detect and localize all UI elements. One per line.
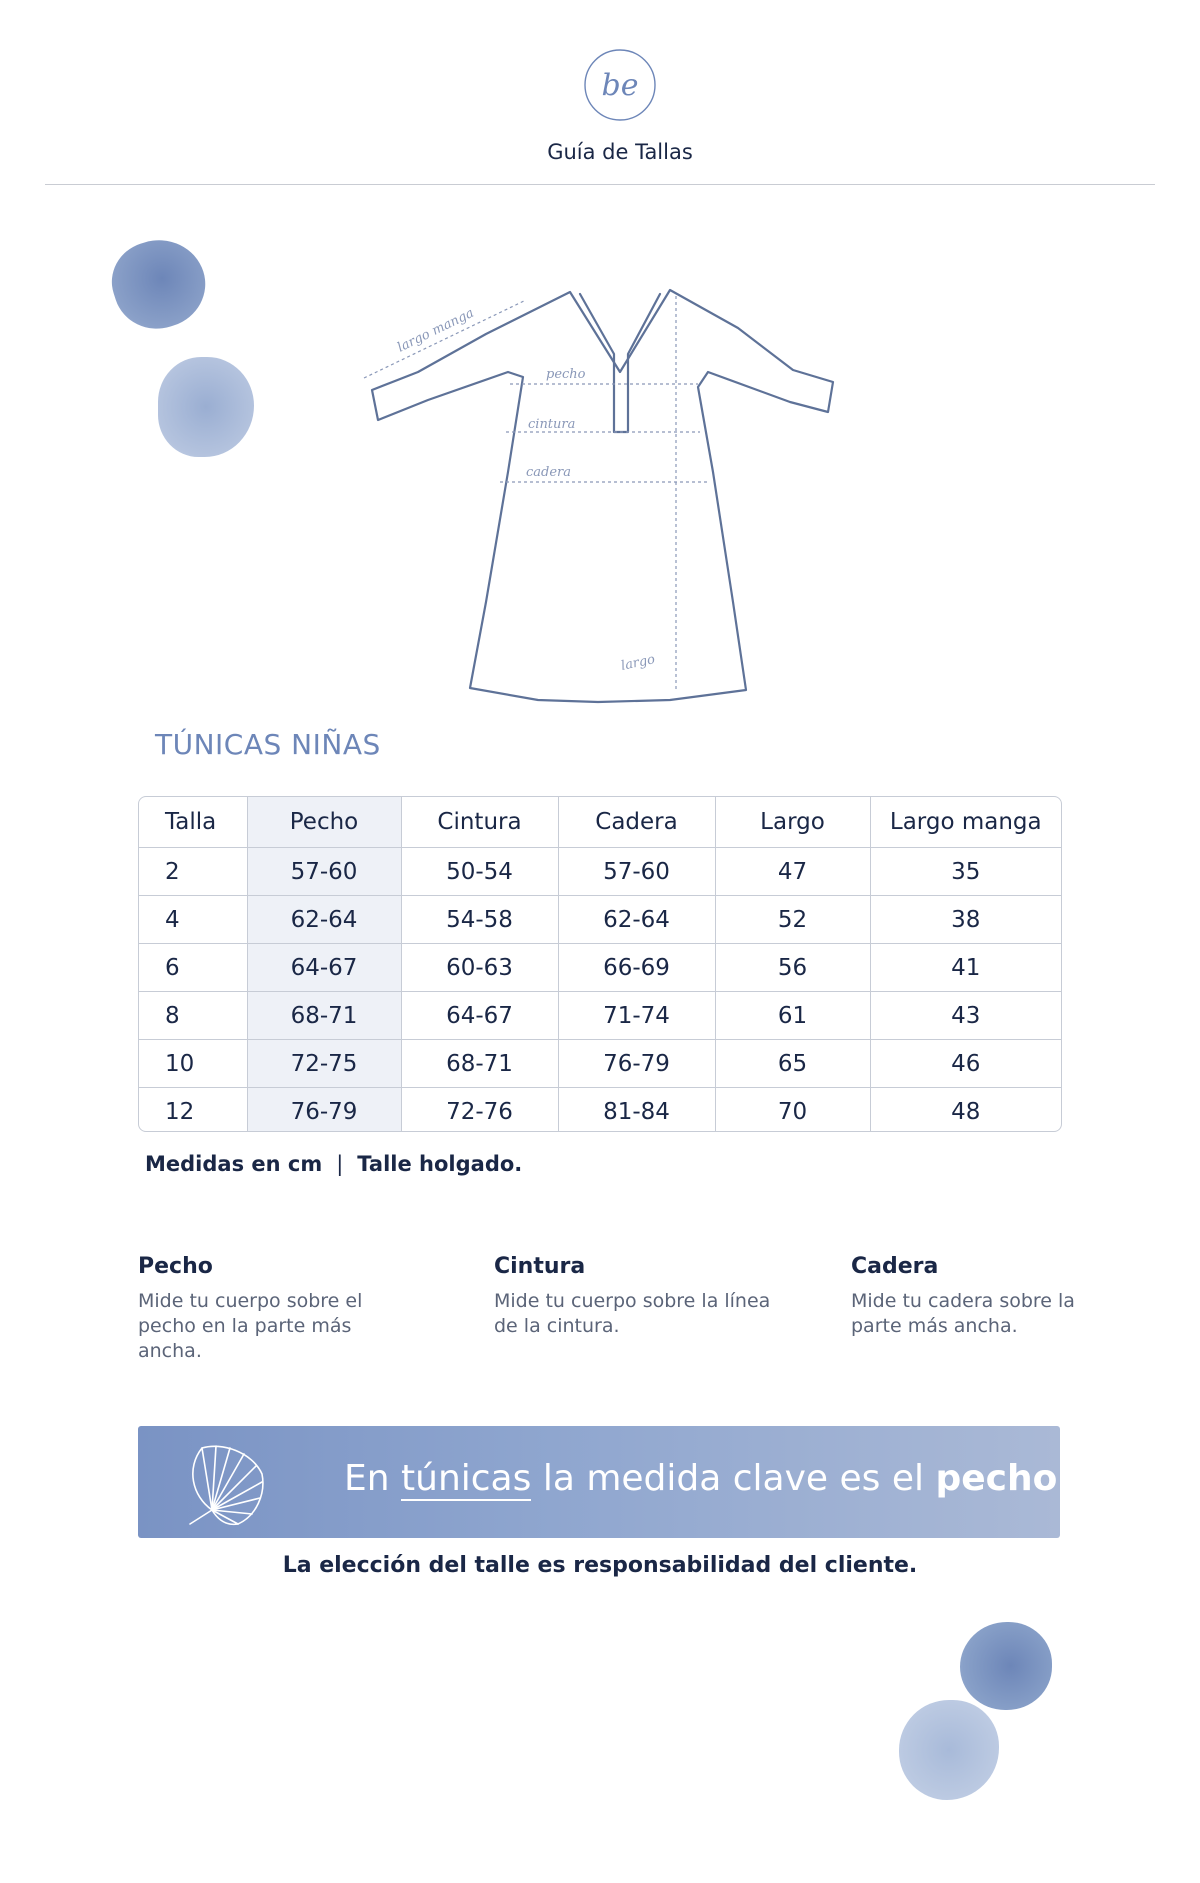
key-measure-banner bbox=[138, 1426, 1069, 1538]
column-header: Pecho bbox=[247, 797, 401, 848]
table-cell: 64-67 bbox=[247, 944, 401, 992]
banner-text-end: . bbox=[1057, 1458, 1069, 1499]
table-row bbox=[139, 848, 1061, 896]
table-cell: 61 bbox=[715, 992, 870, 1040]
column-header: Cadera bbox=[558, 797, 715, 848]
table-cell: 12 bbox=[139, 1088, 247, 1133]
table-row bbox=[139, 1040, 1061, 1088]
tip-text: Mide tu cadera sobre la parte más ancha. bbox=[851, 1290, 1075, 1337]
table-cell: 72-75 bbox=[247, 1040, 401, 1088]
table-header-row bbox=[139, 797, 1061, 848]
column-header: Largo bbox=[715, 797, 870, 848]
banner-message bbox=[344, 1458, 1069, 1499]
watercolor-blob-icon bbox=[158, 357, 254, 457]
tip-cadera bbox=[851, 1254, 1131, 1339]
section-title: TÚNICAS NIÑAS bbox=[155, 728, 381, 761]
table-cell: 10 bbox=[139, 1040, 247, 1088]
table-row bbox=[139, 896, 1061, 944]
column-header: Cintura bbox=[401, 797, 558, 848]
table-cell: 54-58 bbox=[401, 896, 558, 944]
table-cell: 50-54 bbox=[401, 848, 558, 896]
watercolor-blob-icon bbox=[102, 228, 217, 340]
table-cell: 71-74 bbox=[558, 992, 715, 1040]
units-note: Medidas en cm bbox=[145, 1152, 323, 1176]
table-cell: 38 bbox=[870, 896, 1061, 944]
banner-text-underlined: túnicas bbox=[401, 1458, 532, 1499]
table-row bbox=[139, 944, 1061, 992]
note-separator: | bbox=[336, 1152, 344, 1176]
tip-pecho bbox=[138, 1254, 418, 1364]
table-row bbox=[139, 992, 1061, 1040]
banner-text-bold: pecho bbox=[935, 1458, 1058, 1499]
table-cell: 72-76 bbox=[401, 1088, 558, 1133]
table-cell: 57-60 bbox=[558, 848, 715, 896]
table-cell: 60-63 bbox=[401, 944, 558, 992]
table-cell: 46 bbox=[870, 1040, 1061, 1088]
size-table bbox=[138, 796, 1062, 1132]
column-header: Largo manga bbox=[870, 797, 1061, 848]
table-cell: 76-79 bbox=[558, 1040, 715, 1088]
table-cell: 43 bbox=[870, 992, 1061, 1040]
table-cell: 57-60 bbox=[247, 848, 401, 896]
table-cell: 52 bbox=[715, 896, 870, 944]
table-row bbox=[139, 1088, 1061, 1133]
label-cadera: cadera bbox=[526, 465, 572, 480]
table-cell: 66-69 bbox=[558, 944, 715, 992]
table-cell: 8 bbox=[139, 992, 247, 1040]
tip-title: Cintura bbox=[494, 1254, 586, 1279]
svg-text:be: be bbox=[601, 68, 639, 103]
palm-leaf-icon bbox=[182, 1438, 268, 1528]
table-cell: 6 bbox=[139, 944, 247, 992]
table-note bbox=[145, 1152, 522, 1176]
table-cell: 56 bbox=[715, 944, 870, 992]
table-cell: 81-84 bbox=[558, 1088, 715, 1133]
table-cell: 62-64 bbox=[247, 896, 401, 944]
tip-title: Pecho bbox=[138, 1254, 213, 1279]
table-cell: 70 bbox=[715, 1088, 870, 1133]
column-header: Talla bbox=[139, 797, 247, 848]
label-largo: largo bbox=[619, 652, 657, 674]
label-cintura: cintura bbox=[528, 417, 576, 432]
table-cell: 48 bbox=[951, 1098, 981, 1125]
label-largo-manga: largo manga bbox=[395, 305, 477, 356]
tunic-measurement-illustration bbox=[358, 272, 848, 708]
watercolor-blob-icon bbox=[899, 1700, 999, 1800]
table-cell: 4 bbox=[139, 896, 247, 944]
header-divider bbox=[45, 184, 1155, 185]
tip-text: Mide tu cuerpo sobre el pecho en la parte más ancha. bbox=[138, 1290, 363, 1362]
label-pecho: pecho bbox=[546, 367, 586, 382]
tip-title: Cadera bbox=[851, 1254, 939, 1279]
banner-text-prefix: En bbox=[344, 1458, 390, 1499]
watercolor-blob-icon bbox=[960, 1622, 1052, 1710]
table-cell: 64-67 bbox=[401, 992, 558, 1040]
tip-text: Mide tu cuerpo sobre la línea de la cintura. bbox=[494, 1290, 771, 1337]
table-cell: 35 bbox=[870, 848, 1061, 896]
fit-note: Talle holgado. bbox=[357, 1152, 523, 1176]
table-cell: 2 bbox=[139, 848, 247, 896]
table-cell: 68-71 bbox=[247, 992, 401, 1040]
disclaimer: La elección del talle es responsabilidad del cliente. bbox=[282, 1553, 918, 1578]
page-title: Guía de Tallas bbox=[547, 140, 693, 164]
table-cell: 47 bbox=[715, 848, 870, 896]
table-cell: 76-79 bbox=[247, 1088, 401, 1133]
brand-logo bbox=[583, 48, 657, 122]
table-cell: 62-64 bbox=[558, 896, 715, 944]
table-cell: 65 bbox=[715, 1040, 870, 1088]
table-cell: 41 bbox=[870, 944, 1061, 992]
tip-cintura bbox=[494, 1254, 774, 1339]
banner-text-middle: la medida clave es el bbox=[542, 1458, 925, 1499]
table-cell: 68-71 bbox=[401, 1040, 558, 1088]
